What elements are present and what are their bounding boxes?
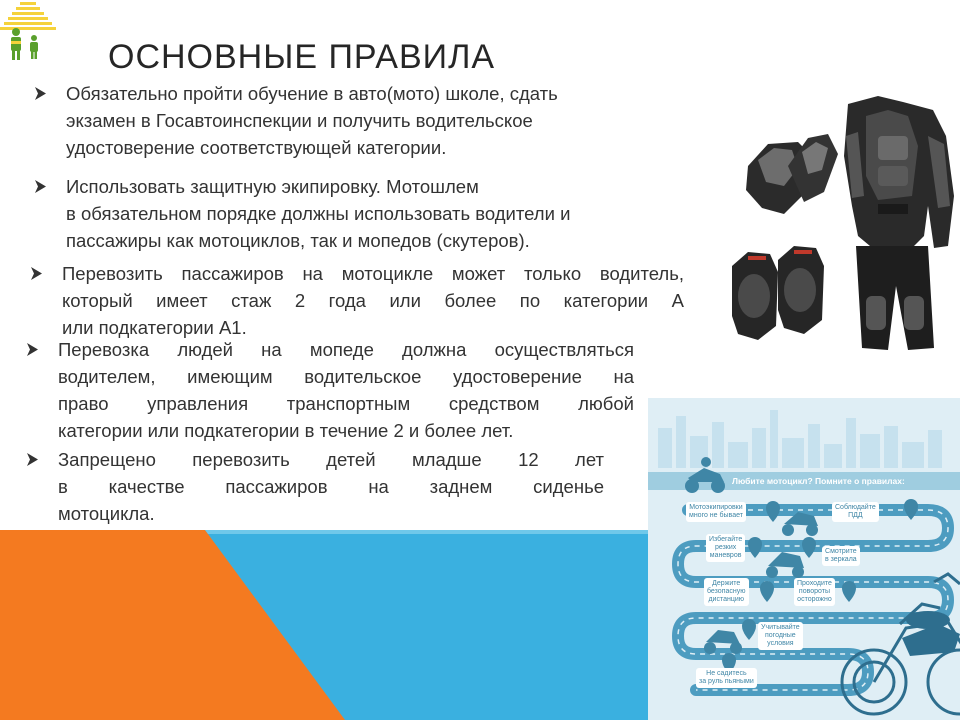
rule-line: в обязательном порядке должны использовать водители и [66,203,571,224]
rule-line: пассажиры как мотоциклов, так и мопедов (скутеров). [66,230,530,251]
rule-item [66,80,626,161]
rule-line: или подкатегории А1. [62,317,247,338]
protective-gear-image [728,96,960,354]
tip-label: Избегайте резких маневров [706,534,745,562]
infographic-graphics [648,398,960,720]
rule-line: Запрещено перевозить детей младше 12 лет [58,449,604,470]
rule-line: Обязательно пройти обучение в авто(мото) школе, сдать [66,83,558,104]
arrow-bullet-icon [28,260,48,287]
arrow-bullet-icon [32,80,52,107]
arrow-bullet-icon [24,446,44,473]
pedestrians-logo-icon [0,0,56,64]
arrow-bullet-icon [32,173,52,200]
tip-label: Учитывайте погодные условия [758,622,803,650]
knee-pads-icon [732,246,824,340]
gloves-icon [746,134,838,214]
rule-line: удостоверение соответствующей категории. [66,137,447,158]
tip-label: Смотрите в зеркала [822,546,860,566]
tip-label: Мотоэкипировки много не бывает [686,502,746,522]
rule-line: водителем, имеющим водительское удостоверение на [58,366,634,387]
motorcycle-body-icon [902,611,960,656]
armor-pants-icon [856,246,934,350]
slide-title: ОСНОВНЫЕ ПРАВИЛА [108,38,496,76]
rule-line: в качестве пассажиров на заднем сиденье [58,476,604,497]
city-skyline-icon [658,410,942,468]
rule-line: категории или подкатегории в течение 2 и более лет. [58,420,514,441]
motorcycle-rules-infographic [648,398,960,720]
rule-line: который имеет стаж 2 года или более по категории А [62,290,684,311]
rule-line: право управления транспортным средством любой [58,393,634,414]
tip-label: Не садитесь за руль пьяными [696,668,757,688]
tip-label: Соблюдайте ПДД [832,502,879,522]
arrow-bullet-icon [24,336,44,363]
tip-label: Держите безопасную дистанцию [704,578,749,606]
rule-item [62,260,684,341]
infographic-title: Любите мотоцикл? Помните о правилах: [732,476,905,486]
rule-line: мотоцикла. [58,503,155,524]
rule-line: Использовать защитную экипировку. Мотошлем [66,176,479,197]
rule-item [66,173,646,254]
rule-line: Перевозить пассажиров на мотоцикле может только водитель, [62,263,684,284]
rule-line: Перевозка людей на мопеде должна осуществляться [58,339,634,360]
rule-item [58,446,604,527]
rule-item [58,336,634,444]
tip-label: Проходите повороты осторожно [794,578,835,606]
armor-jacket-icon [844,96,954,248]
rule-line: экзамен в Госавтоинспекции и получить водительское [66,110,533,131]
